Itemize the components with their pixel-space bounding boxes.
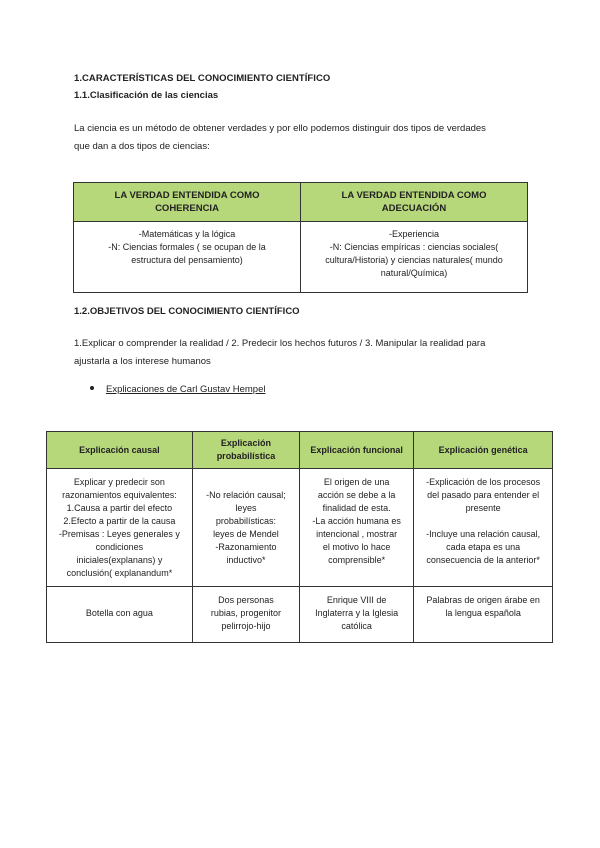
table2-header-funcional: Explicación funcional xyxy=(300,432,414,469)
intro-line: La ciencia es un método de obtener verdades y por ello podemos distinguir dos tipos de verdades xyxy=(74,123,486,134)
bullet-dot-icon xyxy=(90,386,94,390)
table1-cell-adecuacion: -Experiencia -N: Ciencias empíricas : ciencias sociales( cultura/Historia) y ciencias naturales( mundo natural/Química) xyxy=(301,222,528,293)
bullet-item xyxy=(90,384,265,395)
objectives-line: 1.Explicar o comprender la realidad / 2. Predecir los hechos futuros / 3. Manipular la realidad para xyxy=(74,338,486,349)
truth-types-table xyxy=(73,182,528,293)
table2-example-causal: Botella con agua xyxy=(47,587,193,643)
table2-cell-genetica: -Explicación de los procesos del pasado para entender el presente -Incluye una relación causal, cada etapa es una consecuencia de la anterior* xyxy=(414,469,553,587)
table2-cell-funcional: El origen de una acción se debe a la finalidad de esta. -La acción humana es intencional , mostrar el motivo lo hace comprensible* xyxy=(300,469,414,587)
page-title: 1.CARACTERÍSTICAS DEL CONOCIMIENTO CIENTÍFICO xyxy=(74,73,331,84)
table1-header-coherencia: LA VERDAD ENTENDIDA COMO COHERENCIA xyxy=(74,183,301,222)
objectives-line: ajustarla a los interese humanos xyxy=(74,356,211,367)
objectives-paragraph xyxy=(74,335,534,371)
table2-header-probabilistica: Explicación probabilística xyxy=(192,432,299,469)
table2-example-probabilistica: Dos personas rubias, progenitor pelirrojo-hijo xyxy=(192,587,299,643)
table2-cell-probabilistica: -No relación causal; leyes probabilísticas: leyes de Mendel -Razonamiento inductivo* xyxy=(192,469,299,587)
table2-header-genetica: Explicación genética xyxy=(414,432,553,469)
intro-line: que dan a dos tipos de ciencias: xyxy=(74,141,210,152)
intro-paragraph xyxy=(74,120,534,156)
table2-cell-causal: Explicar y predecir son razonamientos equivalentes: 1.Causa a partir del efecto 2.Efecto a partir de la causa -Premisas : Leyes generales y condiciones iniciales(explanans) y conclusión( explanandum* xyxy=(47,469,193,587)
table2-header-causal: Explicación causal xyxy=(47,432,193,469)
table1-cell-coherencia: -Matemáticas y la lógica -N: Ciencias formales ( se ocupan de la estructura del pensamiento) xyxy=(74,222,301,293)
table1-header-adecuacion: LA VERDAD ENTENDIDA COMO ADECUACIÓN xyxy=(301,183,528,222)
table2-example-funcional: Enrique VIII de Inglaterra y la Iglesia católica xyxy=(300,587,414,643)
table2-example-genetica: Palabras de origen árabe en la lengua española xyxy=(414,587,553,643)
section2-title: 1.2.OBJETIVOS DEL CONOCIMIENTO CIENTÍFICO xyxy=(74,306,300,317)
hempel-link[interactable]: Explicaciones de Carl Gustav Hempel xyxy=(106,384,266,395)
section-subtitle: 1.1.Clasificación de las ciencias xyxy=(74,90,219,101)
explanations-table xyxy=(46,431,553,643)
